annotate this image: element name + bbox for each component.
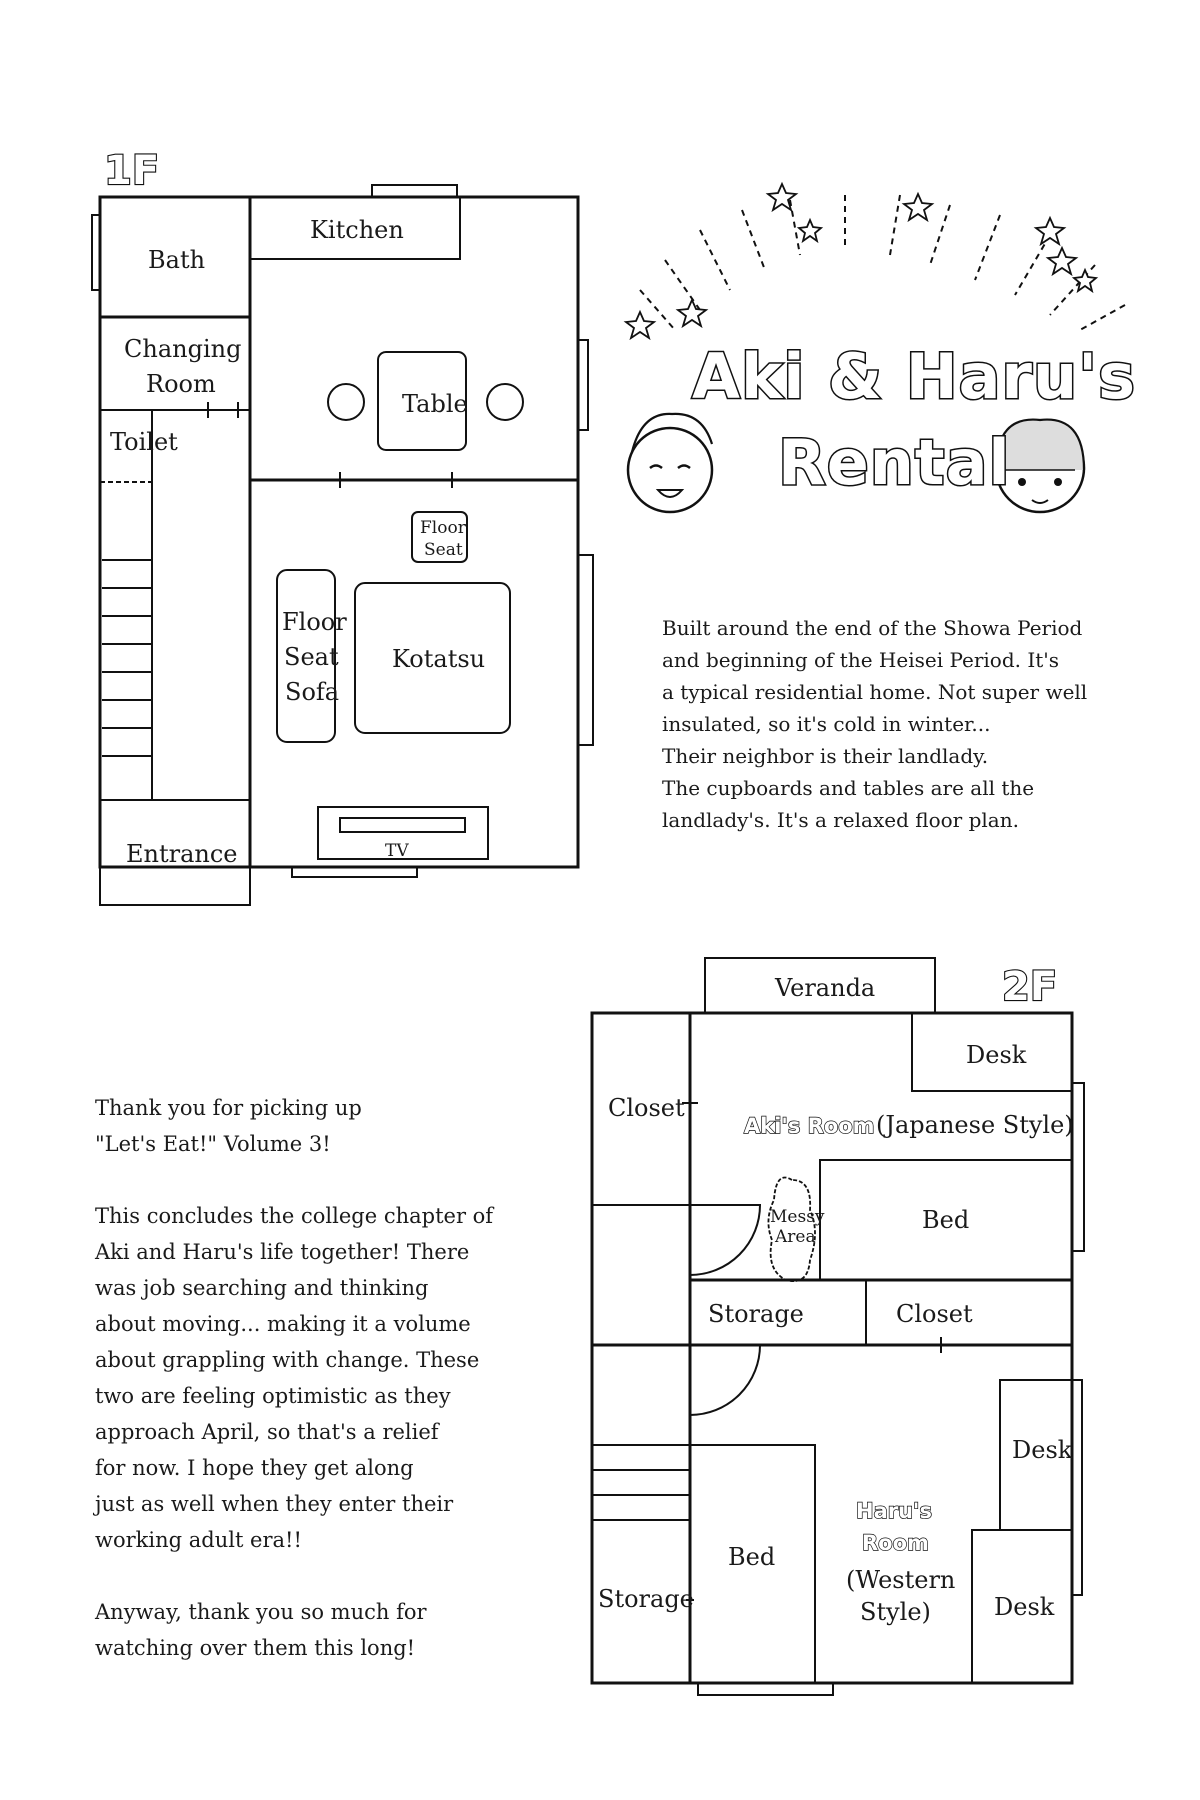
afterword-paragraph-2	[95, 1198, 515, 1558]
stool-left	[328, 384, 364, 420]
door-swing-aki	[690, 1205, 760, 1275]
label-closet-left: Closet	[608, 1094, 685, 1122]
label-storage-bottom: Storage	[598, 1585, 694, 1613]
description-line: landlady's. It's a relaxed floor plan.	[662, 808, 1019, 832]
label-floor-seat-2: Seat	[424, 540, 463, 560]
afterword	[95, 1090, 515, 1702]
title-decoration	[626, 184, 1136, 512]
label-desk-right-upper: Desk	[1012, 1436, 1073, 1464]
description-line: Their neighbor is their landlady.	[662, 744, 989, 768]
description-line: insulated, so it's cold in winter...	[662, 712, 991, 736]
label-changing-room-2: Room	[146, 370, 216, 398]
label-floor-seat-1: Floor	[420, 518, 466, 538]
floor-1-plan	[92, 148, 593, 905]
description-line: and beginning of the Heisei Period. It's	[662, 648, 1060, 672]
afterword-line: was job searching and thinking	[95, 1276, 429, 1300]
window-kitchen	[372, 185, 457, 197]
label-aki-room-style: (Japanese Style)	[876, 1111, 1074, 1139]
label-entrance: Entrance	[126, 840, 238, 868]
afterword-line: about grappling with change. These	[95, 1348, 480, 1372]
afterword-line: approach April, so that's a relief	[95, 1420, 439, 1444]
label-haru-style-1: (Western	[846, 1566, 956, 1594]
floor-1-outer-wall	[100, 197, 578, 867]
door-swing-haru	[690, 1345, 760, 1415]
label-sofa-1: Floor	[282, 608, 347, 636]
afterword-line: Thank you for picking up	[95, 1096, 362, 1120]
afterword-line: Aki and Haru's life together! There	[95, 1240, 470, 1264]
description-line: a typical residential home. Not super well	[662, 680, 1088, 704]
label-haru-style-2: Style)	[860, 1598, 931, 1626]
afterword-line: Anyway, thank you so much for	[95, 1600, 427, 1624]
label-haru-room-2: Room	[862, 1531, 929, 1555]
label-changing-room-1: Changing	[124, 335, 242, 363]
stool-right	[487, 384, 523, 420]
label-aki-room: Aki's Room	[744, 1114, 875, 1138]
afterword-line: working adult era!!	[95, 1528, 302, 1552]
tv-screen	[340, 818, 465, 832]
stairs-2f	[592, 1445, 694, 1600]
label-sofa-2: Seat	[284, 643, 339, 671]
afterword-line: for now. I hope they get along	[95, 1456, 414, 1480]
label-messy-2: Area	[775, 1227, 816, 1247]
window-east-lower	[578, 555, 593, 745]
label-bath: Bath	[148, 246, 206, 274]
afterword-line: "Let's Eat!" Volume 3!	[95, 1132, 331, 1156]
afterword-line: two are feeling optimistic as they	[95, 1384, 451, 1408]
label-kitchen: Kitchen	[310, 216, 404, 244]
label-closet-mid: Closet	[896, 1300, 973, 1328]
star-icons	[626, 184, 1096, 338]
house-description	[662, 612, 1102, 836]
afterword-paragraph-1	[95, 1090, 515, 1162]
label-table: Table	[402, 390, 468, 418]
label-toilet: Toilet	[110, 428, 178, 456]
afterword-paragraph-3	[95, 1594, 515, 1666]
label-veranda: Veranda	[775, 974, 876, 1002]
floor-1-label: 1F	[104, 148, 160, 194]
label-storage-mid: Storage	[708, 1300, 804, 1328]
stairs-1f	[102, 560, 152, 756]
afterword-line: about moving... making it a volume	[95, 1312, 471, 1336]
label-haru-room-1: Haru's	[856, 1499, 932, 1523]
label-messy-1: Messy	[770, 1207, 825, 1227]
description-line: The cupboards and tables are all the	[662, 776, 1035, 800]
label-sofa-3: Sofa	[285, 678, 340, 706]
aki-face-icon	[628, 414, 712, 512]
label-bed-haru: Bed	[728, 1543, 776, 1571]
afterword-line: This concludes the college chapter of	[95, 1204, 494, 1228]
label-desk-right-lower: Desk	[994, 1593, 1055, 1621]
title-line-2: Rental	[778, 426, 1011, 499]
description-line: Built around the end of the Showa Period	[662, 616, 1083, 640]
afterword-line: just as well when they enter their	[95, 1492, 454, 1516]
window-south-2f	[698, 1683, 833, 1695]
label-bed-aki: Bed	[922, 1206, 970, 1234]
label-tv: TV	[385, 841, 409, 861]
afterword-line: watching over them this long!	[95, 1636, 416, 1660]
floor-2-plan	[592, 958, 1084, 1695]
title-line-1: Aki & Haru's	[692, 340, 1137, 413]
label-desk-top: Desk	[966, 1041, 1027, 1069]
floor-2-label: 2F	[1002, 964, 1058, 1010]
label-kotatsu: Kotatsu	[392, 645, 486, 673]
window-aki-room	[1072, 1083, 1084, 1251]
